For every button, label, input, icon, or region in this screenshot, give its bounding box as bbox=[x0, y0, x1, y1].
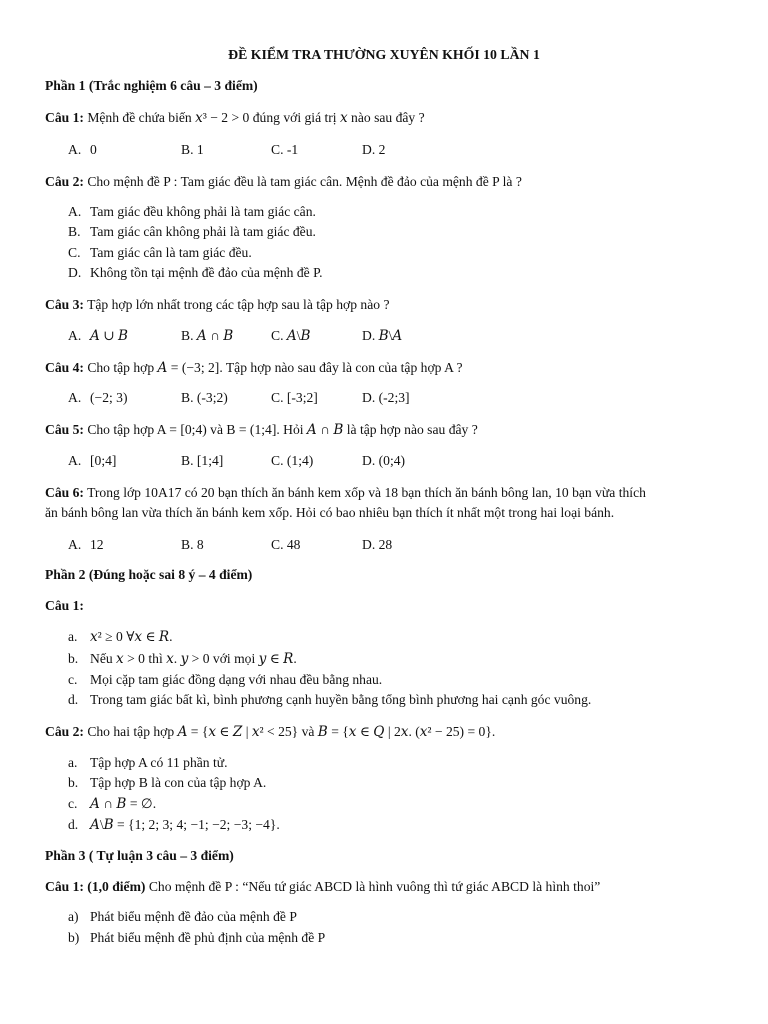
option-marker: A. bbox=[68, 142, 82, 157]
statement-text: 𝐴 ∩ 𝐵 = ∅. bbox=[90, 796, 157, 811]
question-5 bbox=[45, 422, 728, 439]
question-3-options bbox=[0, 328, 768, 346]
statement-text: Tập hợp A có 11 phần tử. bbox=[90, 755, 228, 770]
subquestion-a bbox=[68, 909, 297, 926]
part3-heading: Phần 3 ( Tự luận 3 câu – 3 điểm) bbox=[45, 848, 234, 863]
question-text: Cho tập hợp 𝐴 = (−3; 2]. Tập hợp nào sau đây là con của tập hợp A ? bbox=[87, 360, 463, 375]
statement-text: Nếu 𝑥 > 0 thì 𝑥. 𝑦 > 0 với mọi 𝑦 ∈ 𝑅. bbox=[90, 651, 297, 666]
question-text: Cho tập hợp A = [0;4) và B = (1;4]. Hỏi 𝐴 ∩ 𝐵 là tập hợp nào sau đây ? bbox=[87, 422, 478, 437]
exam-title: ĐỀ KIỂM TRA THƯỜNG XUYÊN KHỐI 10 LẦN 1 bbox=[228, 47, 540, 62]
option-marker: A. bbox=[68, 328, 82, 343]
option-marker: B. bbox=[68, 224, 81, 239]
part1-heading: Phần 1 (Trắc nghiệm 6 câu – 3 điểm) bbox=[45, 78, 258, 93]
question-text: Cho mệnh đề P : “Nếu tứ giác ABCD là hình vuông thì tứ giác ABCD là hình thoi” bbox=[148, 879, 601, 894]
subquestion-b bbox=[68, 930, 325, 947]
option-d: D. 2 bbox=[362, 142, 386, 157]
statement-text: Tập hợp B là con của tập hợp A. bbox=[90, 775, 267, 790]
question-label: Câu 2: bbox=[45, 174, 84, 189]
statement-d bbox=[68, 692, 591, 709]
option-b: B. 8 bbox=[181, 537, 204, 552]
option-d: D. 28 bbox=[362, 537, 393, 552]
option-marker: A. bbox=[68, 453, 82, 468]
question-label: Câu 1: bbox=[45, 598, 84, 613]
option-a: [0;4] bbox=[90, 453, 117, 468]
statement-b bbox=[68, 775, 266, 792]
question-label: Câu 5: bbox=[45, 422, 84, 437]
question-label: Câu 2: bbox=[45, 724, 84, 739]
option-marker: D. bbox=[68, 265, 82, 280]
question-1-options bbox=[0, 142, 768, 160]
subquestion-marker: b) bbox=[68, 930, 80, 945]
option-b: B. 𝐴 ∩ 𝐵 bbox=[181, 328, 234, 343]
statement-text: Mọi cặp tam giác đồng dạng với nhau đều bằng nhau. bbox=[90, 672, 383, 687]
option-marker: A. bbox=[68, 390, 82, 405]
question-label: Câu 4: bbox=[45, 360, 84, 375]
option-b bbox=[68, 224, 316, 241]
option-marker: A. bbox=[68, 204, 82, 219]
statement-a bbox=[68, 755, 228, 772]
option-a: 12 bbox=[90, 537, 104, 552]
question-6-options bbox=[0, 537, 768, 555]
statement-marker: d. bbox=[68, 692, 79, 707]
option-text: Không tồn tại mệnh đề đảo của mệnh đề P. bbox=[90, 265, 323, 280]
question-text: Tập hợp lớn nhất trong các tập hợp sau là tập hợp nào ? bbox=[87, 297, 390, 312]
option-d: D. 𝐵\𝐴 bbox=[362, 328, 403, 343]
question-label: Câu 3: bbox=[45, 297, 84, 312]
question-text-line1: Trong lớp 10A17 có 20 bạn thích ăn bánh kem xốp và 18 bạn thích ăn bánh bông lan, 10 bạn vừa thích bbox=[87, 485, 646, 500]
statement-b bbox=[68, 651, 297, 668]
question-5-options bbox=[0, 453, 768, 471]
statement-text: 𝐴\𝐵 = {1; 2; 3; 4; −1; −2; −3; −4}. bbox=[90, 817, 280, 832]
question-1 bbox=[45, 110, 728, 127]
question-text: Cho hai tập hợp 𝐴 = {𝑥 ∈ 𝑍 | 𝑥² < 25} và 𝐵 = {𝑥 ∈ 𝑄 | 2𝑥. (𝑥² − 25) = 0}. bbox=[87, 724, 496, 739]
statement-marker: c. bbox=[68, 672, 78, 687]
question-3 bbox=[45, 297, 728, 314]
option-text: Tam giác cân không phải là tam giác đều. bbox=[90, 224, 316, 239]
question-2 bbox=[45, 174, 728, 191]
option-d: D. (0;4) bbox=[362, 453, 406, 468]
statement-marker: b. bbox=[68, 651, 79, 666]
question-6-line2: ăn bánh bông lan vừa thích ăn bánh kem xốp. Hỏi có bao nhiêu bạn thích ít nhất một trong hai loại bánh. bbox=[45, 505, 615, 520]
question-6 bbox=[45, 485, 728, 502]
statement-a bbox=[68, 629, 173, 646]
question-4-options bbox=[0, 390, 768, 408]
question-label: Câu 1: (1,0 điểm) bbox=[45, 879, 146, 894]
statement-marker: b. bbox=[68, 775, 79, 790]
statement-text: Trong tam giác bất kì, bình phương cạnh huyền bằng tổng bình phương hai cạnh góc vuông. bbox=[90, 692, 592, 707]
question-label: Câu 1: bbox=[45, 110, 84, 125]
option-marker: C. bbox=[68, 245, 81, 260]
statement-marker: d. bbox=[68, 817, 79, 832]
option-c: C. (1;4) bbox=[271, 453, 314, 468]
statement-marker: a. bbox=[68, 629, 78, 644]
option-c: C. 48 bbox=[271, 537, 301, 552]
option-a: (−2; 3) bbox=[90, 390, 128, 405]
question-text: Cho mệnh đề P : Tam giác đều là tam giác cân. Mệnh đề đảo của mệnh đề P là ? bbox=[87, 174, 522, 189]
statement-marker: c. bbox=[68, 796, 78, 811]
option-marker: A. bbox=[68, 537, 82, 552]
statement-c bbox=[68, 672, 382, 689]
option-c: C. 𝐴\𝐵 bbox=[271, 328, 311, 343]
subquestion-text: Phát biểu mệnh đề phủ định của mệnh đề P bbox=[90, 930, 326, 945]
option-a: 𝐴 ∪ 𝐵 bbox=[90, 328, 128, 343]
statement-d bbox=[68, 817, 280, 834]
option-a: 0 bbox=[90, 142, 97, 157]
part2-question-2 bbox=[45, 724, 728, 741]
statement-c bbox=[68, 796, 156, 813]
option-d: D. (-2;3] bbox=[362, 390, 410, 405]
subquestion-marker: a) bbox=[68, 909, 79, 924]
option-c: C. -1 bbox=[271, 142, 299, 157]
statement-marker: a. bbox=[68, 755, 78, 770]
statement-text: 𝑥² ≥ 0 ∀𝑥 ∈ 𝑅. bbox=[90, 629, 173, 644]
option-b: B. 1 bbox=[181, 142, 204, 157]
option-text: Tam giác cân là tam giác đều. bbox=[90, 245, 252, 260]
part3-question-1 bbox=[45, 879, 728, 896]
option-c: C. [-3;2] bbox=[271, 390, 318, 405]
question-4 bbox=[45, 360, 728, 377]
question-text: Mệnh đề chứa biến 𝑥³ − 2 > 0 đúng với giá trị 𝑥 nào sau đây ? bbox=[87, 110, 425, 125]
option-a bbox=[68, 204, 316, 221]
option-b: B. (-3;2) bbox=[181, 390, 228, 405]
option-b: B. [1;4] bbox=[181, 453, 224, 468]
question-label: Câu 6: bbox=[45, 485, 84, 500]
option-c bbox=[68, 245, 252, 262]
option-d bbox=[68, 265, 323, 282]
subquestion-text: Phát biểu mệnh đề đảo của mệnh đề P bbox=[90, 909, 297, 924]
option-text: Tam giác đều không phải là tam giác cân. bbox=[90, 204, 316, 219]
part2-heading: Phần 2 (Đúng hoặc sai 8 ý – 4 điểm) bbox=[45, 567, 253, 582]
